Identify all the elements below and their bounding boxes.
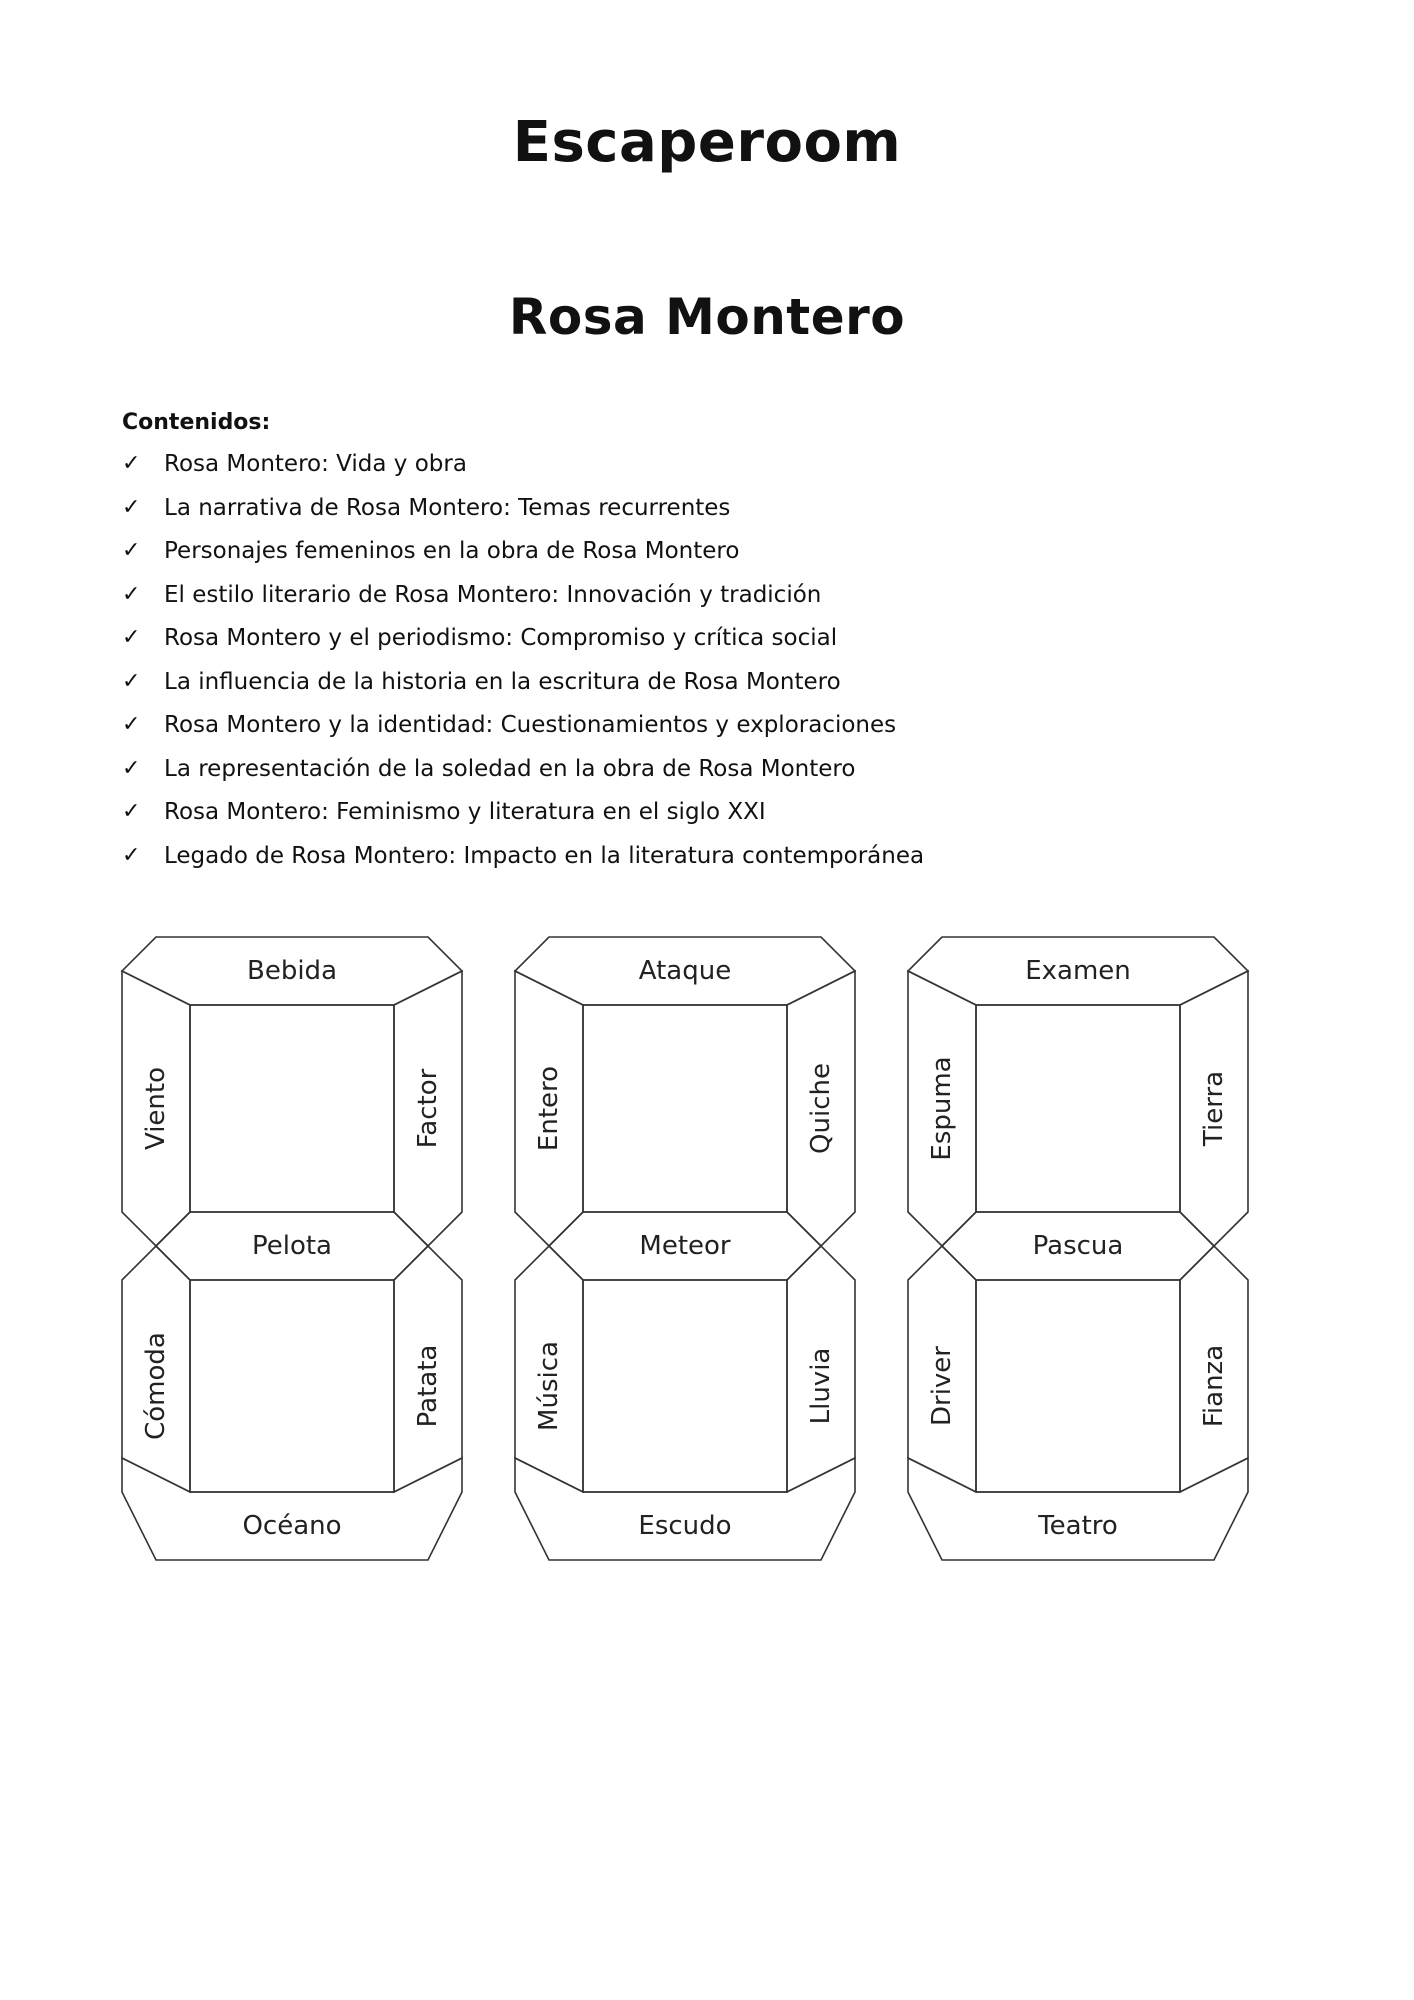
segment-bottom — [122, 1458, 462, 1560]
check-mark-icon: ✓ — [122, 668, 141, 694]
segment-label-bottom: Teatro — [1038, 1511, 1118, 1541]
segment-label-lower-right: Fianza — [1199, 1344, 1229, 1428]
check-mark-icon: ✓ — [122, 712, 141, 737]
segment-label-upper-right: Quiche — [806, 1063, 836, 1154]
inner-box-lower — [190, 1280, 394, 1492]
segment-label-top: Ataque — [638, 956, 732, 986]
list-item-text: La representación de la soledad en la obra de Rosa Montero — [164, 755, 856, 782]
list-item-text: Rosa Montero: Feminismo y literatura en el siglo XXI — [164, 799, 766, 825]
check-mark-icon: ✓ — [122, 755, 141, 781]
segment-label-upper-right: Tierra — [1199, 1070, 1229, 1147]
digit-puzzle-2 — [515, 937, 855, 1560]
check-mark-icon: ✓ — [122, 581, 141, 607]
segment-label-top: Examen — [1025, 956, 1131, 986]
list-item-text: Rosa Montero y el periodismo: Compromiso y crítica social — [164, 625, 838, 651]
inner-box-lower — [583, 1280, 787, 1492]
inner-box-upper — [976, 1005, 1180, 1212]
list-item-text: La influencia de la historia en la escritura de Rosa Montero — [164, 668, 841, 695]
segment-label-lower-right: Lluvia — [806, 1347, 836, 1425]
segment-bottom — [515, 1458, 855, 1560]
segment-label-top: Bebida — [247, 956, 337, 986]
segment-label-bottom: Escudo — [638, 1511, 732, 1541]
list-item-text: Legado de Rosa Montero: Impacto en la literatura contemporánea — [164, 842, 925, 869]
list-item-text: Rosa Montero y la identidad: Cuestionamientos y exploraciones — [164, 712, 897, 738]
digit-puzzle-3 — [908, 937, 1248, 1560]
check-mark-icon: ✓ — [122, 625, 141, 650]
check-mark-icon: ✓ — [122, 842, 141, 868]
digit-puzzle-1 — [122, 937, 462, 1560]
page-title: Escaperoom — [512, 110, 902, 175]
segment-label-upper-left: Espuma — [927, 1056, 957, 1161]
segment-bottom — [908, 1458, 1248, 1560]
inner-box-upper — [583, 1005, 787, 1212]
list-item-text: Personajes femeninos en la obra de Rosa Montero — [164, 538, 740, 564]
contents-heading: Contenidos: — [122, 410, 271, 435]
segment-label-lower-right: Patata — [413, 1344, 443, 1428]
segment-label-upper-left: Viento — [141, 1066, 171, 1151]
segment-label-middle: Pelota — [251, 1231, 333, 1261]
segment-label-lower-left: Driver — [927, 1345, 957, 1427]
page-subtitle: Rosa Montero — [508, 288, 906, 346]
segment-label-upper-left: Entero — [534, 1065, 564, 1152]
segment-label-middle: Meteor — [639, 1231, 731, 1261]
segment-label-upper-right: Factor — [413, 1068, 443, 1149]
segment-label-bottom: Océano — [242, 1511, 342, 1541]
segment-label-lower-left: Cómoda — [141, 1332, 171, 1440]
list-item-text: Rosa Montero: Vida y obra — [164, 451, 467, 477]
inner-box-lower — [976, 1280, 1180, 1492]
list-item-text: La narrativa de Rosa Montero: Temas recurrentes — [164, 494, 731, 521]
list-item-text: El estilo literario de Rosa Montero: Innovación y tradición — [164, 581, 822, 608]
segment-label-lower-left: Música — [534, 1341, 564, 1431]
segment-label-middle: Pascua — [1032, 1231, 1124, 1261]
check-mark-icon: ✓ — [122, 451, 141, 476]
check-mark-icon: ✓ — [122, 494, 141, 520]
check-mark-icon: ✓ — [122, 538, 141, 563]
check-mark-icon: ✓ — [122, 799, 141, 824]
inner-box-upper — [190, 1005, 394, 1212]
